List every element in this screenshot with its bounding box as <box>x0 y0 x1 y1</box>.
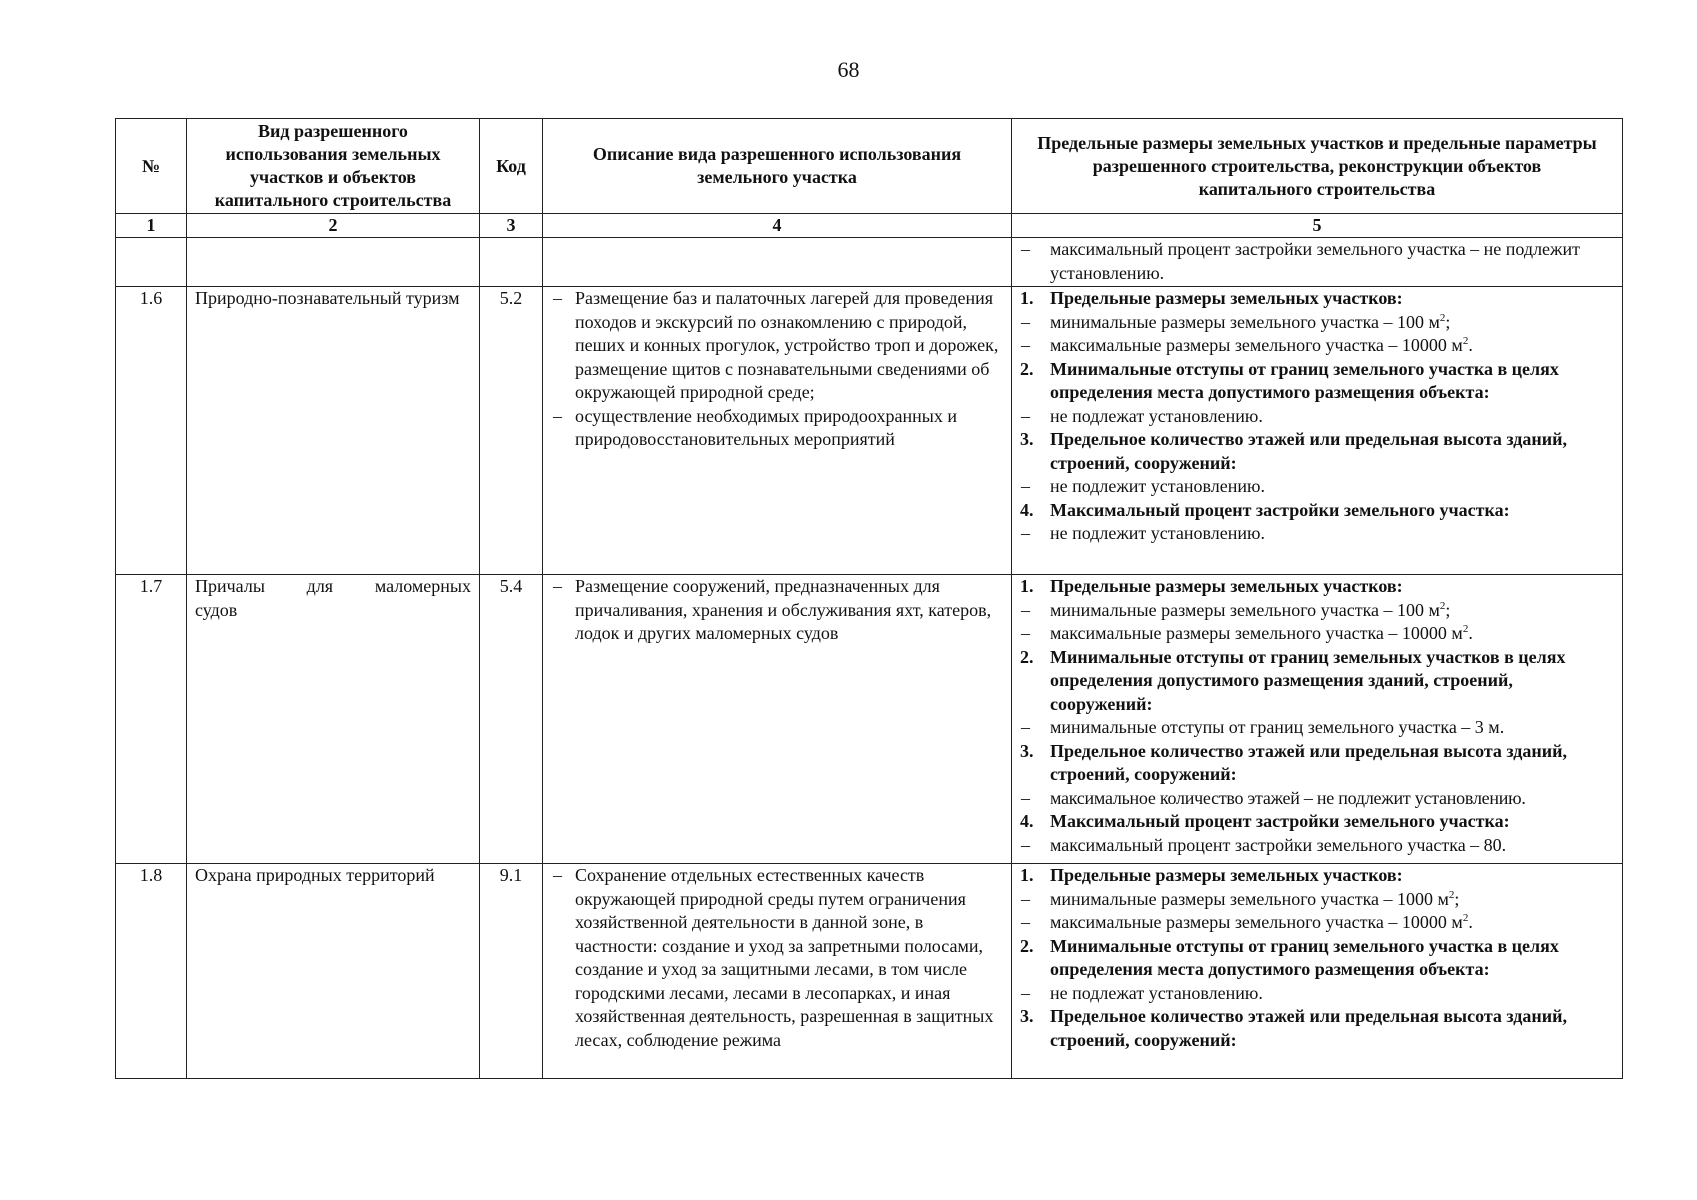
param-item: – максимальное количество этажей – не подлежит установлению. <box>1020 787 1614 811</box>
cell-empty <box>543 238 1012 287</box>
param-item: – максимальный процент застройки земельного участка – не подлежит установлению. <box>1020 238 1614 285</box>
column-index: 3 <box>480 214 543 238</box>
cell-use-type: Причалы для маломерных судов <box>187 575 480 864</box>
description-item: – Размещение баз и палаточных лагерей для проведения походов и экскурсий по ознакомлению с природой, пеших и конных прогулок, устройство троп и дорожек, размещение щитов с познавательными сведениями об окружающей природной среде; <box>551 287 1003 405</box>
cell-empty <box>116 238 187 287</box>
cell-parameters <box>1012 238 1623 287</box>
param-item: – минимальные отступы от границ земельного участка – 3 м. <box>1020 716 1614 740</box>
table-row <box>116 575 1623 864</box>
param-heading: 3. Предельное количество этажей или предельная высота зданий, строений, сооружений: <box>1020 1006 1568 1050</box>
cell-description <box>543 575 1012 864</box>
param-item: – не подлежит установлению. <box>1020 475 1614 499</box>
param-heading: 4. Максимальный процент застройки земельного участка: <box>1020 499 1510 520</box>
param-item: – не подлежат установлению. <box>1020 982 1614 1006</box>
param-heading: 1. Предельные размеры земельных участков: <box>1020 865 1403 885</box>
header-use-type: Вид разрешенного использования земельных участков и объектов капитального строительства <box>187 119 480 214</box>
cell-number: 1.7 <box>116 575 187 864</box>
cell-code: 5.4 <box>480 575 543 864</box>
cell-use-type: Природно-познавательный туризм <box>187 287 480 575</box>
description-item: – Размещение сооружений, предназначенных для причаливания, хранения и обслуживания яхт, катеров, лодок и других маломерных судов <box>551 575 1003 646</box>
param-heading: 4. Максимальный процент застройки земельного участка: <box>1020 811 1510 831</box>
param-heading: 2. Минимальные отступы от границ земельного участка в целях определения места допустимого размещения объекта: <box>1020 358 1559 402</box>
description-item: – Сохранение отдельных естественных качеств окружающей природной среды путем ограничения хозяйственной деятельности в данной зоне, в частности: создание и уход за запретными полосами, создание и уход за защитными лесами, в том числе городскими лесами, лесами в лесопарках, и иная хозяйственная деятельность, разрешенная в защитных лесах, соблюдение режима <box>551 864 1003 1052</box>
header-code: Код <box>480 119 543 214</box>
cell-empty <box>187 238 480 287</box>
column-index: 2 <box>187 214 480 238</box>
param-heading: 3. Предельное количество этажей или предельная высота зданий, строений, сооружений: <box>1020 429 1568 473</box>
param-item: – минимальные размеры земельного участка – 100 $м^2$; <box>1020 311 1614 335</box>
param-heading: 3. Предельное количество этажей или предельная высота зданий, строений, сооружений: <box>1020 740 1568 784</box>
cell-description <box>543 864 1012 1079</box>
column-index: 5 <box>1012 214 1623 238</box>
cell-use-type: Охрана природных территорий <box>187 864 480 1079</box>
table-row-continuation <box>116 238 1623 287</box>
param-item: – максимальные размеры земельного участка – 10000 $м^2$. <box>1020 334 1614 358</box>
param-heading: 2. Минимальные отступы от границ земельных участков в целях определения допустимого размещения зданий, строений, сооружений: <box>1020 646 1566 714</box>
cell-number: 1.6 <box>116 287 187 575</box>
column-index: 1 <box>116 214 187 238</box>
param-heading: 2. Минимальные отступы от границ земельного участка в целях определения места допустимого размещения объекта: <box>1020 935 1559 979</box>
cell-parameters <box>1012 575 1623 864</box>
column-index-row <box>116 214 1623 238</box>
header-number: № <box>116 119 187 214</box>
land-use-table <box>115 118 1623 1079</box>
cell-code: 5.2 <box>480 287 543 575</box>
param-heading: 1. Предельные размеры земельных участков: <box>1020 576 1403 596</box>
param-item: – минимальные размеры земельного участка – 1000 $м^2$; <box>1020 888 1614 912</box>
header-parameters: Предельные размеры земельных участков и предельные параметры разрешенного строительства, реконструкции объектов капитального строительства <box>1012 119 1623 214</box>
cell-code: 9.1 <box>480 864 543 1079</box>
table-row <box>116 287 1623 575</box>
param-item: – не подлежат установлению. <box>1020 405 1614 429</box>
table-header-row <box>116 119 1623 214</box>
param-heading: 1. Предельные размеры земельных участков: <box>1020 288 1403 308</box>
param-item: – максимальные размеры земельного участка – 10000 $м^2$. <box>1020 911 1614 935</box>
param-item: – минимальные размеры земельного участка – 100 $м^2$; <box>1020 599 1614 623</box>
cell-description <box>543 287 1012 575</box>
cell-parameters <box>1012 287 1623 575</box>
table-row <box>116 864 1623 1079</box>
column-index: 4 <box>543 214 1012 238</box>
param-item: – максимальный процент застройки земельного участка – 80. <box>1020 834 1614 858</box>
cell-parameters <box>1012 864 1623 1079</box>
description-item: – осуществление необходимых природоохранных и природовосстановительных мероприятий <box>551 405 1003 452</box>
header-description: Описание вида разрешенного использования земельного участка <box>543 119 1012 214</box>
page-number: 68 <box>837 57 860 82</box>
param-item: – не подлежит установлению. <box>1020 522 1614 546</box>
param-item: – максимальные размеры земельного участка – 10000 $м^2$. <box>1020 622 1614 646</box>
cell-number: 1.8 <box>116 864 187 1079</box>
cell-empty <box>480 238 543 287</box>
